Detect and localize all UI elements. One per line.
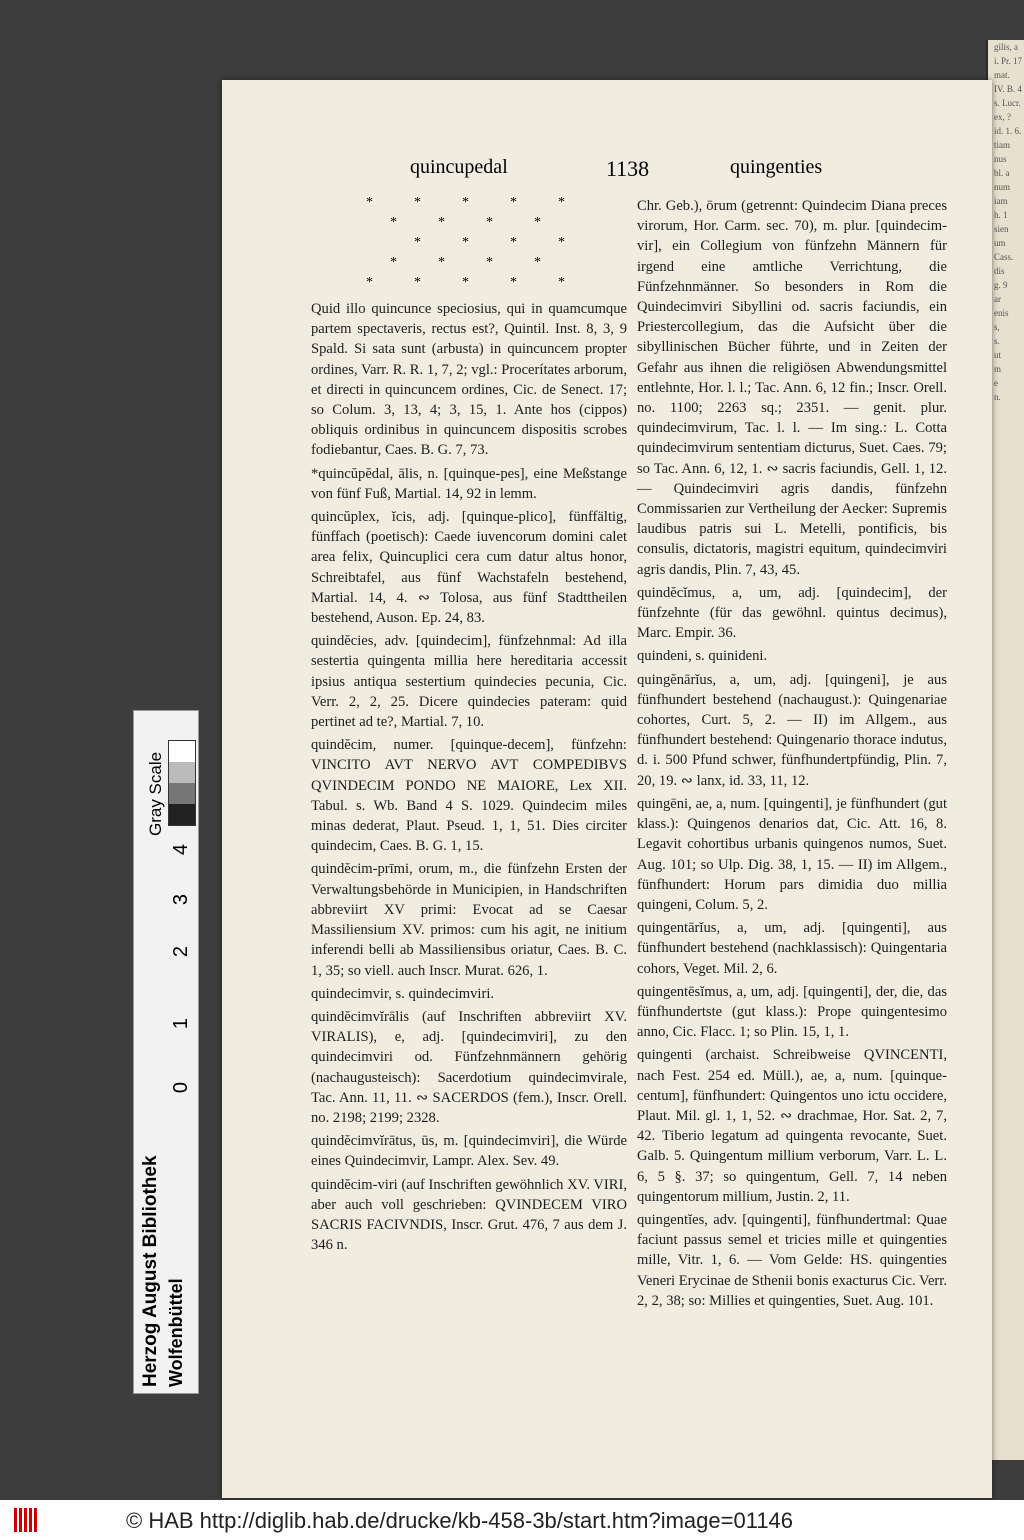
entry-quindecimviralis: quindĕcimvĭrālis (auf Inschriften abbreviirt XV. VIRALIS), e, adj. [quindecimviri], zu den quindecimviri od. Fünfzehnmännern gehörig (nachaugusteisch): Sacerdotium quindecimvirale, Tac. Ann. 11, 11. ∾ SACERDOS (fem.), Inscr. Orell. no. 2198; 2199; 2328. — [311, 1008, 627, 1126]
header-right-guideword: quingenties — [730, 156, 823, 178]
left-column — [311, 296, 627, 1255]
entry-quindecim-viri: quindĕcim-viri (auf Inschriften gewöhnlich XV. VIRI, aber auch voll geschrieben: QVINDECEM VIRO SACRIS FACIVNDIS, Inscr. Grut. 476, 7 aus dem J. 346 n. — [311, 1176, 627, 1254]
scale-number-1: 1 — [170, 1017, 193, 1030]
entry-quindecim: quindĕcim, numer. [quinque-decem], fünfzehn: VINCITO AVT NERVO AVT COMPEDIBVS QVINDECIM PONDO NE MAIORE, Lex XII. Tabul. s. Wb. Band 4 S. 1029. Quindecim miles minas dederat, Plaut. Pseud. 1, 1, 51. Dies circiter quindecim, Caes. B. G. 1, 15. — [311, 737, 627, 855]
page-header — [410, 156, 840, 190]
entry-quindeni: quindeni, s. quinideni. — [637, 648, 768, 665]
entry-quingenarius: quingĕnārĭus, a, um, adj. [quingeni], je aus fünfhundert bestehend (nachaugust.): Quingenariae cohortes, Curt. 5, 2. — II) im Allgem., aus fünfhundert bestehend: Quingenario thorace indutus, d. i. 500 Pfund schwer, fünfhundertpfündig, Plin. 7, 20, 19. ∾ lanx, id. 33, 11, 12. — [637, 671, 947, 789]
scale-number-0: 0 — [170, 1081, 193, 1094]
entry-quingenties: quingentĭes, adv. [quingenti], fünfhundertmal: Quae faciunt passus semel et tricies mille et quingenties mille, Vitr. 1, 6. — Vom Gelde: HS. quingenties Veneri Erycinae de Sthenii bonis exacturus Cic. Verr. 2, 2, 38; so: Millies et quingenties, Suet. Aug. 101. — [637, 1211, 947, 1309]
entry-quindecim-primi: quindĕcim-prīmi, orum, m., die fünfzehn Ersten der Verwaltungsbehörde in Municipien, in Handschriften abbreviirt XV primi: Evocat ad se Caesar Massiliensium XV. primos: cum his agit, ne initium inferendi belli ab Massiliensibus oriatur, Caes. B. C. 1, 35; so viell. auch Inscr. Murat. 626, 1. — [311, 861, 627, 979]
scale-number-3: 3 — [170, 893, 193, 906]
entry-quindecies: quindĕcies, adv. [quindecim], fünfzehnmal: Ad illa sestertia quingenta millia here hereditaria accessit ipsius antiqua sestertium quindecies pecunia, Cic. Verr. 2, 2, 25. Dicere quindecies pateram: quid pertinet ad te?, Martial. 7, 10. — [311, 633, 627, 731]
scale-title: Gray Scale — [146, 751, 165, 836]
hab-logo-icon — [14, 1508, 44, 1532]
scale-number-2: 2 — [170, 945, 193, 958]
entry-quindecimviri-cont: Chr. Geb.), ōrum (getrennt: Quindecim Diana preces virorum, Hor. Carm. sec. 70), m. plur. [quindecim-vir], ein Collegium von fünfzehn Männern für irgend eine amtliche Verrichtung, die Fünfzehnmänner. So besonders in Rom die Quindecimviri Sibyllini od. sacris faciundis, ein Priestercollegium, das die Aufsicht über die sibyllinischen Bücher führte, und in Zeiten der Gefahr aus ihnen die religiösen Abwendungsmittel entlehnte, Hor. l. l.; Tac. Ann. 6, 12 fin.; Inscr. Orell. no. 1100; 2263 sq.; 2351. — genit. plur. quindecimvirum, Tac. l. l. — Im sing.: L. Cotta quindecimvirum sententiam dicturus, Suet. Caes. 79; so Tac. Ann. 6, 12, 1. ∾ sacris faciundis, Gell. 1, 12. — Quindecimviri agris dandis, fünfzehn Commissarien zur Vertheilung der Aecker: Supremis laudibus patris sui L. Metelli, pontificis, bis consulis, dictatoris, magistri equitum, quindecimviri agris dandis, Plin. 7, 43, 45. — [637, 198, 947, 578]
entry-quingentesimus: quingentēsĭmus, a, um, adj. [quingenti], der, die, das fünfhundertste (gut klass.): Prope quingentesimo anno, Cic. Flacc. 1; so Plin. 15, 1, 1. — [637, 983, 947, 1041]
entry-quincunx-cont: Quid illo quincunce speciosius, qui in quamcumque partem spectaveris, rectus est?, Quintil. Inst. 8, 3, 9 Spald. Si sata sunt (arbusta) in quincuncem propter ordines, Varr. R. R. 1, 7, 2; vgl.: Procerítates arborum, et directi in quincuncem ordines, Cic. de Senect. 17; so Colum. 3, 13, 4; 3, 15, 1. Ante hos (cippos) obliquis ordinibus in quincuncem dispositis scrobes fodiebantur, Caes. B. G. 7, 73. — [311, 301, 627, 459]
entry-quingeni: quingēni, ae, a, num. [quingenti], je fünfhundert (gut klass.): Quingenos denarios dat, Cic. Att. 16, 8. Legavit cohortibus urbanis quingenos numos, Suet. Aug. 101; so Ulp. Dig. 38, 1, 15. — II) im Allgem., fünfhundert: Horum pars dimidia duo millia quingeni, Colum. 5, 2. — [637, 795, 947, 913]
entry-quincuplex: quincŭplex, ĭcis, adj. [quinque-plico], fünffältig, fünffach (poetisch): Caede iuvencorum domini calet area felix, Quincuplici cera cum datur altus honor, Schreibtafel, aus fünf Wachstafeln bestehend, Martial. 14, 4. ∾ Tolosa, aus fünf Stadttheilen bestehend, Auson. Ep. 24, 83. — [311, 509, 627, 627]
quincunx-stars: * * * * * * * * * * * * * * * * * * * * * * — [366, 195, 565, 290]
institution-line1: Herzog August Bibliothek — [140, 1155, 161, 1387]
entry-quindecimviratus: quindĕcimvĭrātus, ūs, m. [quindecimviri], die Würde eines Quindecimvir, Lampr. Alex. Sev. 49. — [311, 1133, 627, 1170]
header-left-guideword: quincupedal — [410, 156, 508, 178]
institution-line2: Wolfenbüttel — [166, 1278, 186, 1387]
scale-number-4: 4 — [170, 843, 193, 856]
footer-bar — [0, 1500, 1024, 1540]
entry-quindecimvir: quindecimvir, s. quindecimviri. — [311, 985, 495, 1002]
right-column — [637, 193, 947, 1311]
page-number: 1138 — [606, 156, 650, 181]
gray-patches — [168, 740, 196, 826]
footer-url-text[interactable]: © HAB http://diglib.hab.de/drucke/kb-458-3b/start.htm?image=01146 — [126, 1508, 794, 1533]
entry-quingentarius: quingentārĭus, a, um, adj. [quingenti], aus fünfhundert bestehend (nachklassisch): Quingentaria cohors, Veget. Mil. 2, 6. — [637, 920, 947, 977]
entry-quingenti: quingenti (archaist. Schreibweise QVINCENTI, nach Fest. 254 ed. Müll.), ae, a, num. [quinque-centum], fünfhundert: Quingentos uno ictu occidere, Plaut. Mil. gl. 1, 1, 52. ∾ drachmae, Hor. Sat. 2, 7, 42. Tiberio legatum ad quingenta revocante, Suet. Galb. 5. Quingentum millium verborum, Varr. L. L. 6, 5 §. 37; so quingentum, Gell. 7, 14 neben quingentorum millium, Justin. 2, 11. — [637, 1047, 947, 1205]
adjacent-page-edge: gilis, a i. Pr. 17 mat. IV. B. 4 s. Lucr. ex, ? id. 1. 6. tiam nus bl. a num iam h. 1 sien um Cass. dis g. 9 ar enis s, s. ut m e n. — [986, 40, 1024, 1460]
entry-quindecimus: quindĕcĭmus, a, um, adj. [quindecim], der fünfzehnte (für das gewöhnl. quintus decimus), Marc. Empir. 36. — [637, 584, 947, 642]
entry-quincupedal: *quincŭpĕdal, ālis, n. [quinque-pes], eine Meßstange von fünf Fuß, Martial. 14, 92 in lemm. — [311, 465, 627, 502]
